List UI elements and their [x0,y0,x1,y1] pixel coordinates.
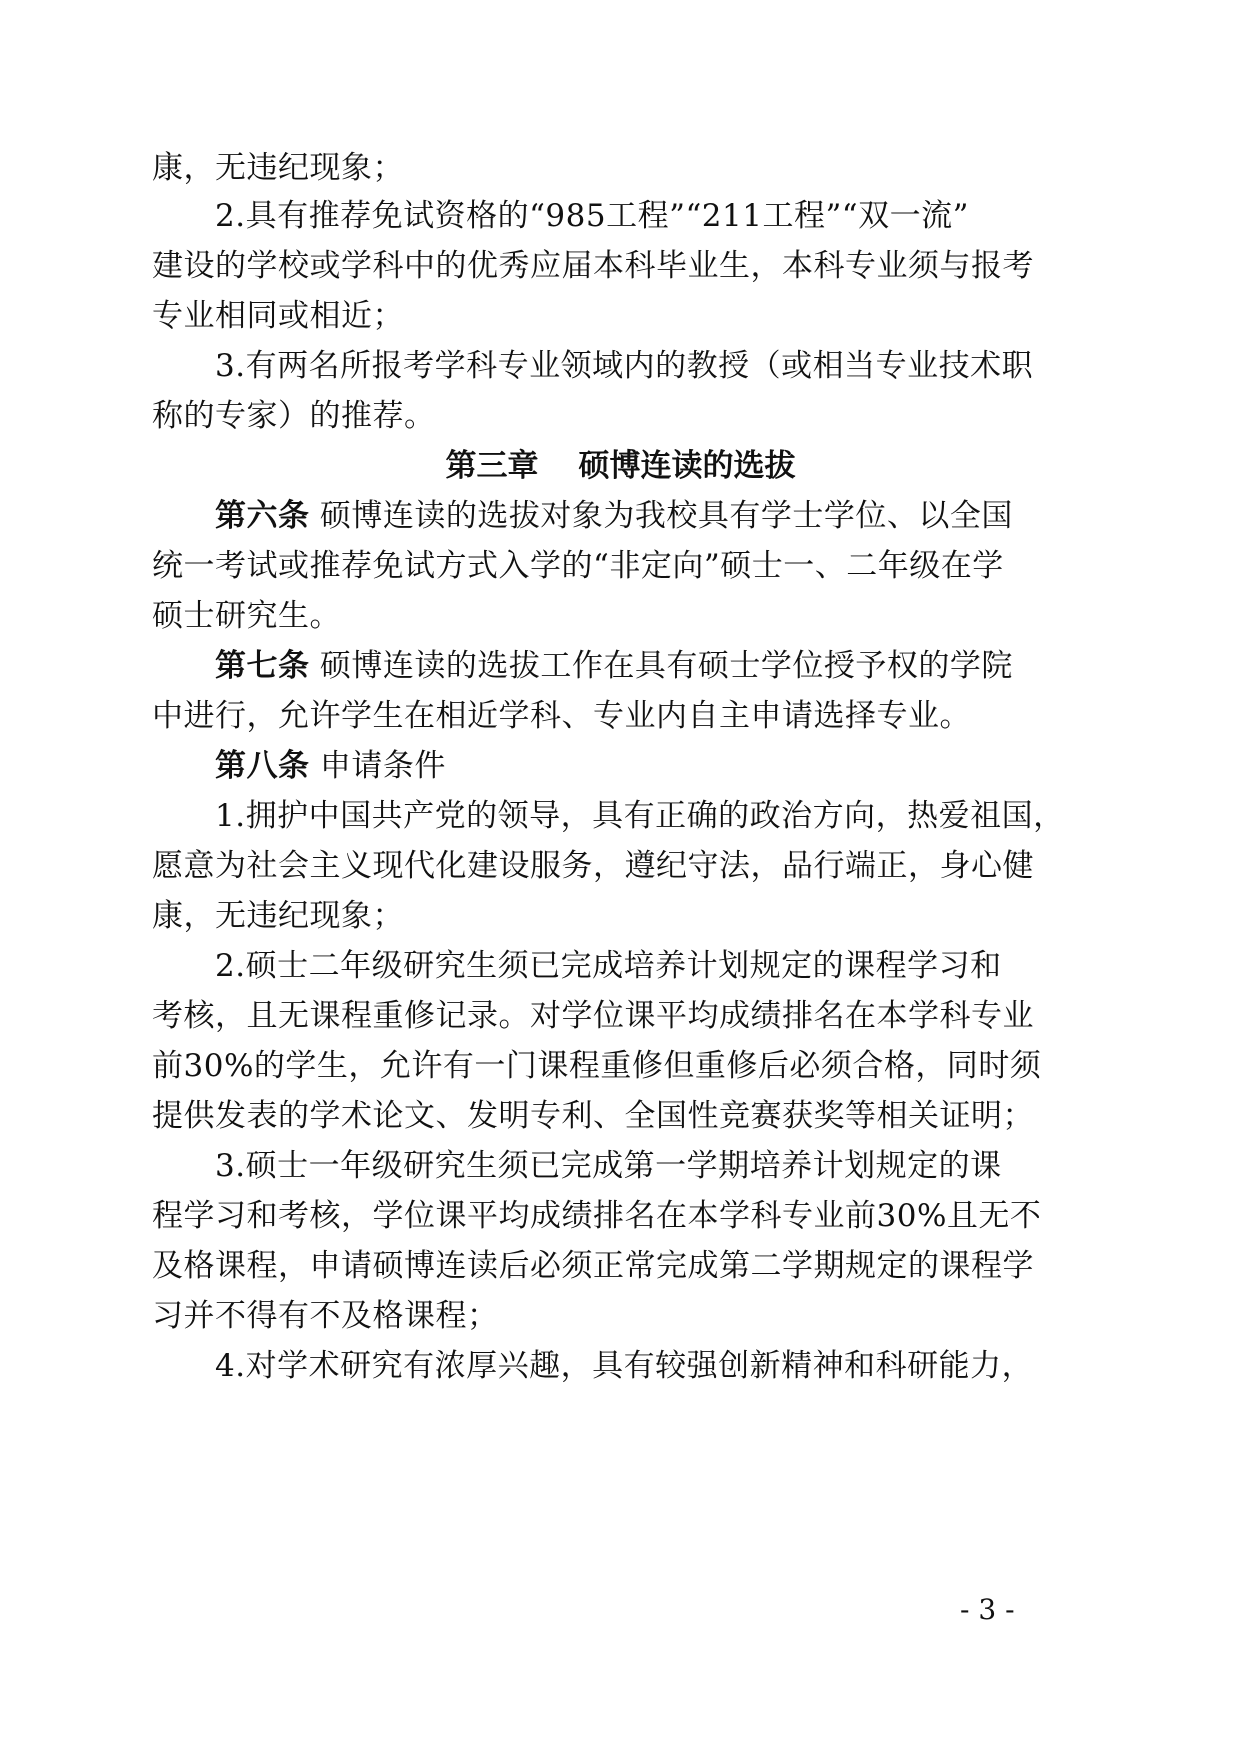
text-line: 建设的学校或学科中的优秀应届本科毕业生，本科专业须与报考 [152,248,1034,284]
text-line: 及格课程，申请硕博连读后必须正常完成第二学期规定的课程学 [152,1248,1034,1284]
text-line: 统一考试或推荐免试方式入学的“非定向”硕士一、二年级在学 [152,548,1004,584]
article-text: 硕博连读的选拔对象为我校具有学士学位、以全国 [319,498,1013,534]
article-label: 第七条 [215,648,310,684]
chapter-heading [0,446,1241,486]
text-line: 程学习和考核，学位课平均成绩排名在本学科专业前30%且无不 [152,1198,1042,1234]
text-line: 愿意为社会主义现代化建设服务，遵纪守法，品行端正，身心健 [152,848,1034,884]
text-line: 2.具有推荐免试资格的“985工程”“211工程”“双一流” [215,198,970,234]
text-line: 1.拥护中国共产党的领导，具有正确的政治方向，热爱祖国， [215,798,1065,834]
article-7 [215,646,1155,686]
text-line: 硕士研究生。 [152,598,341,634]
chapter-number: 第三章 [445,448,539,484]
article-8 [215,746,1155,786]
text-line: 4.对学术研究有浓厚兴趣，具有较强创新精神和科研能力， [215,1348,1034,1384]
text-line: 称的专家）的推荐。 [152,398,436,434]
text-line: 3.硕士一年级研究生须已完成第一学期培养计划规定的课 [215,1148,1002,1184]
text-line: 习并不得有不及格课程； [152,1298,499,1334]
article-text: 申请条件 [319,748,446,784]
text-line: 3.有两名所报考学科专业领域内的教授（或相当专业技术职 [215,348,1034,384]
text-line: 考核，且无课程重修记录。对学位课平均成绩排名在本学科专业 [152,998,1034,1034]
text-line: 2.硕士二年级研究生须已完成培养计划规定的课程学习和 [215,948,1002,984]
article-label: 第八条 [215,748,310,784]
text-line: 前30%的学生，允许有一门课程重修但重修后必须合格，同时须 [152,1048,1042,1084]
page-number: - 3 - [960,1593,1015,1626]
chapter-title: 硕博连读的选拔 [578,448,796,484]
article-label: 第六条 [215,498,310,534]
text-line: 专业相同或相近； [152,298,404,334]
text-line: 康，无违纪现象； [152,898,404,934]
article-6 [215,496,1155,536]
text-line: 康，无违纪现象； [152,150,404,186]
article-text: 硕博连读的选拔工作在具有硕士学位授予权的学院 [319,648,1013,684]
text-line: 中进行，允许学生在相近学科、专业内自主申请选择专业。 [152,698,971,734]
text-line: 提供发表的学术论文、发明专利、全国性竞赛获奖等相关证明； [152,1098,1034,1134]
